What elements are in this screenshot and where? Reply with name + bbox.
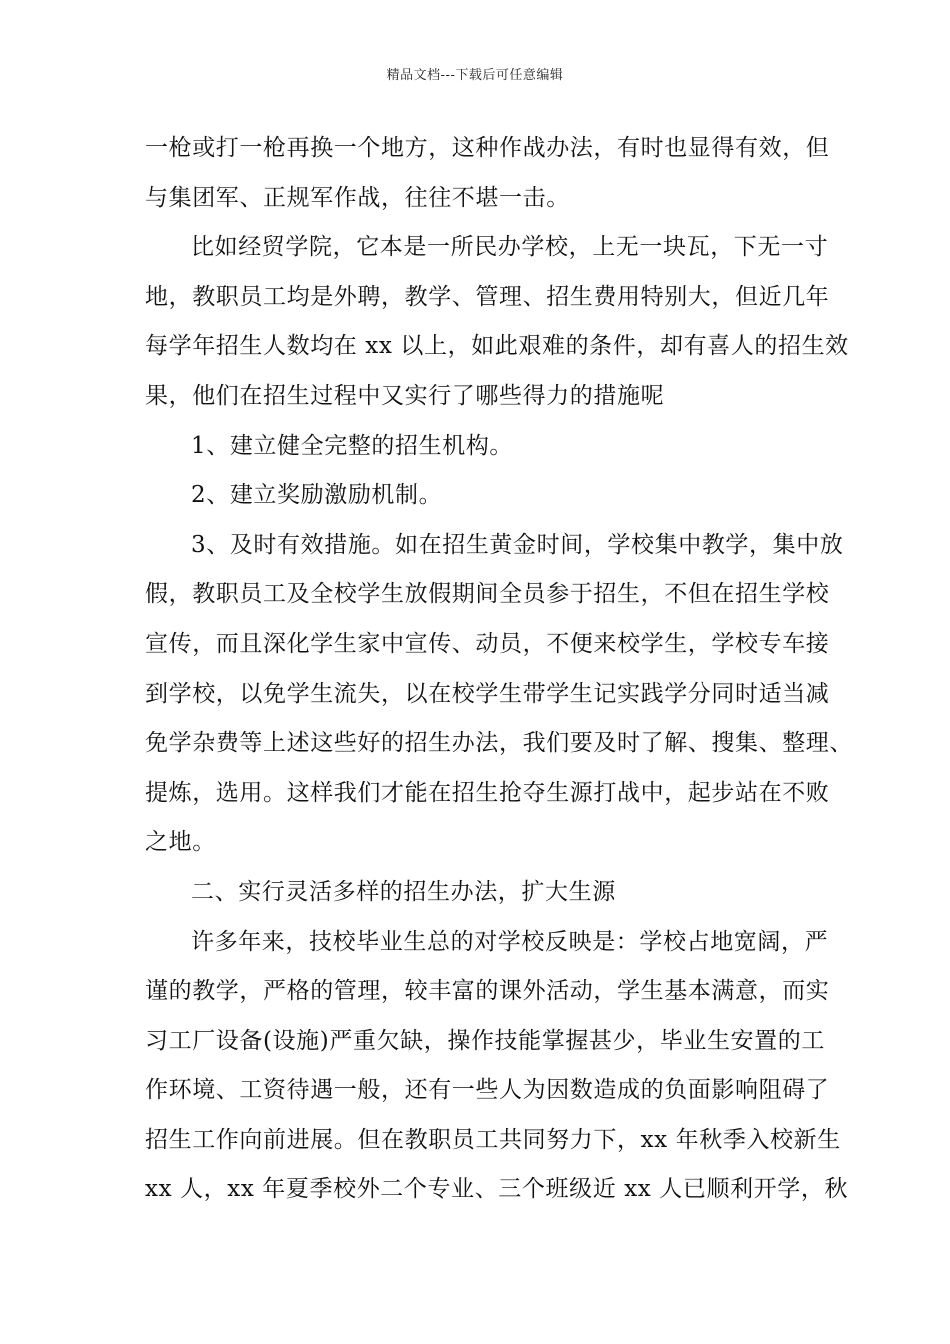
text-line: 3、及时有效措施。如在招生黄金时间，学校集中教学，集中放 (191, 531, 844, 558)
body-text (145, 124, 853, 1215)
text-line: 招生工作向前进展。但在教职员工共同努力下，xx 年秋季入校新生 (145, 1126, 841, 1153)
text-line: xx 人，xx 年夏季校外二个专业、三个班级近 xx 人已顺利开学，秋 (145, 1176, 849, 1203)
text-line: 假，教职员工及全校学生放假期间全员参于招生，不但在招生学校 (145, 581, 830, 608)
text-line: 二、实行灵活多样的招生办法，扩大生源 (191, 878, 616, 905)
text-line: 与集团军、正规军作战，往往不堪一击。 (145, 184, 570, 211)
text-line: 地，教职员工均是外聘，教学、管理、招生费用特别大，但近几年 (145, 283, 830, 310)
text-line: 许多年来，技校毕业生总的对学校反映是：学校占地宽阔，严 (191, 928, 829, 955)
text-line: 免学杂费等上述这些好的招生办法，我们要及时了解、搜集、整理、 (145, 730, 853, 757)
text-line: 比如经贸学院，它本是一所民办学校，上无一块瓦，下无一寸 (191, 234, 829, 261)
page-header: 精品文档---下载后可任意编辑 (386, 68, 564, 83)
text-line: 提炼，选用。这样我们才能在招生抢夺生源打战中，起步站在不败 (145, 779, 830, 806)
text-line: 果，他们在招生过程中又实行了哪些得力的措施呢 (145, 382, 665, 409)
text-line: 到学校，以免学生流失，以在校学生带学生记实践学分同时适当减 (145, 680, 830, 707)
text-line: 习工厂设备(设施)严重欠缺，操作技能掌握甚少，毕业生安置的工 (145, 1027, 825, 1054)
text-line: 1、建立健全完整的招生机构。 (191, 432, 514, 459)
text-line: 之地。 (145, 829, 216, 856)
text-line: 宣传，而且深化学生家中宣传、动员，不便来校学生，学校专车接 (145, 630, 830, 657)
text-line: 一枪或打一枪再换一个地方，这种作战办法，有时也显得有效，但 (145, 135, 830, 161)
text-line: 2、建立奖励激励机制。 (191, 482, 443, 509)
text-line: 作环境、工资待遇一般，还有一些人为因数造成的负面影响阻碍了 (145, 1077, 830, 1104)
text-line: 谨的教学，严格的管理，较丰富的课外活动，学生基本满意，而实 (145, 978, 830, 1005)
text-line: 每学年招生人数均在 xx 以上，如此艰难的条件，却有喜人的招生效 (145, 333, 849, 360)
